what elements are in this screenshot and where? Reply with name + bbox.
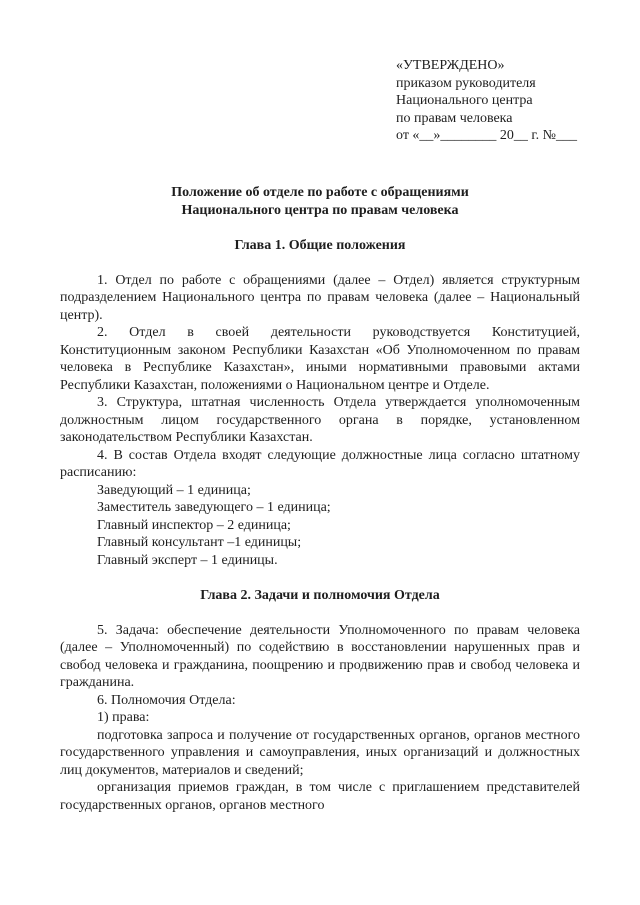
approval-date-line: от «__»________ 20__ г. №___: [396, 128, 577, 143]
document-body: [60, 184, 580, 814]
chapter-1-heading: Глава 1. Общие положения: [234, 237, 406, 253]
paragraph-1: 1. Отдел по работе с обращениями (далее – Отдел) является структурным подразделением Национального центра по правам человека (далее – Национальный центр).: [60, 272, 580, 323]
document-title-line: Положение об отделе по работе с обращениями: [171, 185, 469, 200]
staff-item: Заместитель заведующего – 1 единица;: [97, 500, 331, 515]
approval-line: Национального центра: [396, 93, 533, 108]
document-title: [60, 184, 580, 219]
approval-line: приказом руководителя: [396, 75, 536, 91]
staff-item: Главный эксперт – 1 единицы.: [97, 552, 278, 568]
staff-item: Главный консультант –1 единицы;: [97, 535, 302, 550]
paragraph-3: 3. Структура, штатная численность Отдела утверждается уполномоченным должностным лицом государственного органа в порядке, установленном законодательством Республики Казахстан.: [60, 395, 580, 445]
chapter-2-heading: Глава 2. Задачи и полномочия Отдела: [200, 587, 440, 603]
approval-line: по правам человека: [396, 110, 513, 126]
staff-list: [60, 482, 580, 570]
paragraph-4: 4. В состав Отдела входят следующие должностные лица согласно штатному расписанию:: [60, 447, 580, 480]
document-title-line: Национального центра по правам человека: [181, 202, 459, 218]
paragraph-2: 2. Отдел в своей деятельности руководствуется Конституцией, Конституционным законом Республики Казахстан «Об Уполномоченном по правам человека в Республике Казахстан», иными нормативными правовыми актами Республики Казахстан, положениями о Национальном центре и Отделе.: [60, 325, 580, 393]
paragraph-6-item: подготовка запроса и получение от государственных органов, органов местного государственного управления и самоуправления, иных организаций и должностных лиц документов, материалов и сведений;: [60, 727, 580, 778]
paragraph-5: 5. Задача: обеспечение деятельности Уполномоченного по правам человека (далее – Уполномоченный) по содействию в восстановлении нарушенных прав и свобод человека и гражданина, поощрению и продвижению прав и свобод человека и гражданина.: [60, 622, 580, 690]
paragraph-6-item: организация приемов граждан, в том числе с приглашением представителей государственных органов, органов местного: [60, 780, 580, 813]
approval-line: «УТВЕРЖДЕНО»: [396, 58, 505, 73]
paragraph-6-subheading: 1) права:: [97, 710, 150, 725]
approval-block: [396, 57, 616, 145]
staff-item: Заведующий – 1 единица;: [97, 482, 251, 498]
paragraph-6: 6. Полномочия Отдела:: [97, 692, 236, 708]
staff-item: Главный инспектор – 2 единица;: [97, 517, 291, 533]
